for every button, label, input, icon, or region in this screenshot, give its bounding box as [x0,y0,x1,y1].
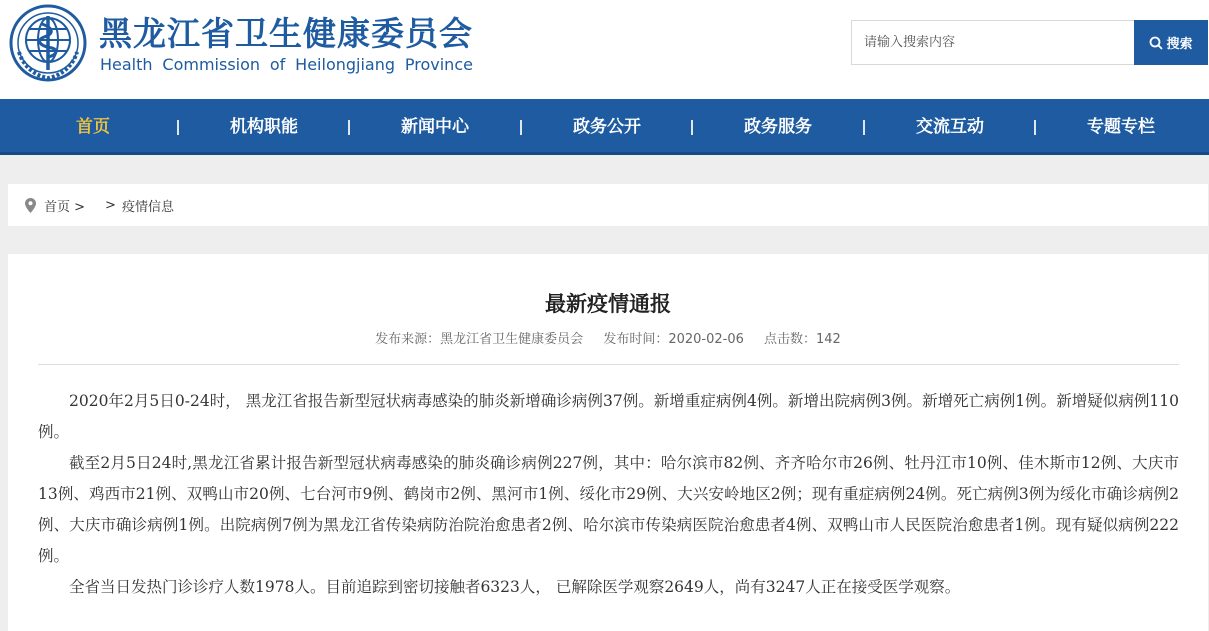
nav-separator [863,120,865,135]
nav-item-gov-services[interactable]: 政务服务 [744,117,812,137]
article-paragraph: 截至2月5日24时,黑龙江省累计报告新型冠状病毒感染的肺炎确诊病例227例，其中：哈尔滨市82例、齐齐哈尔市26例、牡丹江市10例、佳木斯市12例、大庆市13例、鸡西市21例、双鸭山市20例、七台河市9例、鹤岗市2例、黑河市1例、绥化市29例、大兴安岭地区2例；现有重症病例24例。死亡病例3例为绥化市确诊病例2例、大庆市确诊病例1例。出院病例7例为黑龙江省传染病防治院治愈患者2例、哈尔滨市传染病医院治愈患者4例、双鸭山市人民医院治愈患者1例。现有疑似病例222例。 [38,454,1179,565]
nav-separator [691,120,693,135]
search-input[interactable] [851,20,1135,65]
breadcrumb-current[interactable]: 疫情信息 [121,199,174,215]
nav-separator [348,120,350,135]
nav-separator [177,120,179,135]
article-paragraph: 2020年2月5日0-24时， 黑龙江省报告新型冠状病毒感染的肺炎新增确诊病例37例。新增重症病例4例。新增出院病例3例。新增死亡病例1例。新增疑似病例110例。 [38,392,1179,441]
search-icon [1149,36,1163,50]
nav-item-topics[interactable]: 专题专栏 [1087,117,1155,137]
divider [38,364,1179,365]
nav-separator [520,120,522,135]
subtitle-word: Commission [162,55,261,74]
article-panel [8,254,1208,631]
main-nav [0,99,1209,155]
site-subtitle [100,55,473,75]
nav-item-news[interactable]: 新闻中心 [401,117,469,137]
subtitle-word: Province [404,55,473,74]
search-button[interactable] [1134,20,1208,65]
who-emblem-icon[interactable] [9,4,87,82]
breadcrumb-separator: > [105,197,116,213]
article-date: 发布时间：2020-02-06 [603,332,744,347]
article-title: 最新疫情通报 [545,292,671,316]
article-paragraph: 全省当日发热门诊诊疗人数1978人。目前追踪到密切接触者6323人， 已解除医学观察2649人，尚有3247人正在接受医学观察。 [69,578,961,596]
subtitle-word: Health [100,55,153,74]
subtitle-word: of [269,55,286,74]
subtitle-word: Heilongjiang [295,55,396,74]
nav-item-functions[interactable]: 机构职能 [230,117,298,137]
search-button-label: 搜索 [1166,37,1193,52]
nav-item-interaction[interactable]: 交流互动 [916,117,984,137]
location-pin-icon [25,198,36,213]
article-body [38,386,1179,603]
breadcrumb-home[interactable]: 首页 > [44,199,86,215]
nav-separator [1034,120,1036,135]
article-meta [8,328,1208,347]
nav-item-gov-info[interactable]: 政务公开 [573,117,641,137]
site-title: 黑龙江省卫生健康委员会 [99,14,473,53]
article-source: 发布来源：黑龙江省卫生健康委员会 [375,332,584,347]
breadcrumb [8,184,1208,226]
site-header [0,0,1209,99]
article-clicks: 点击数：142 [764,332,841,347]
nav-item-home[interactable]: 首页 [76,117,110,137]
